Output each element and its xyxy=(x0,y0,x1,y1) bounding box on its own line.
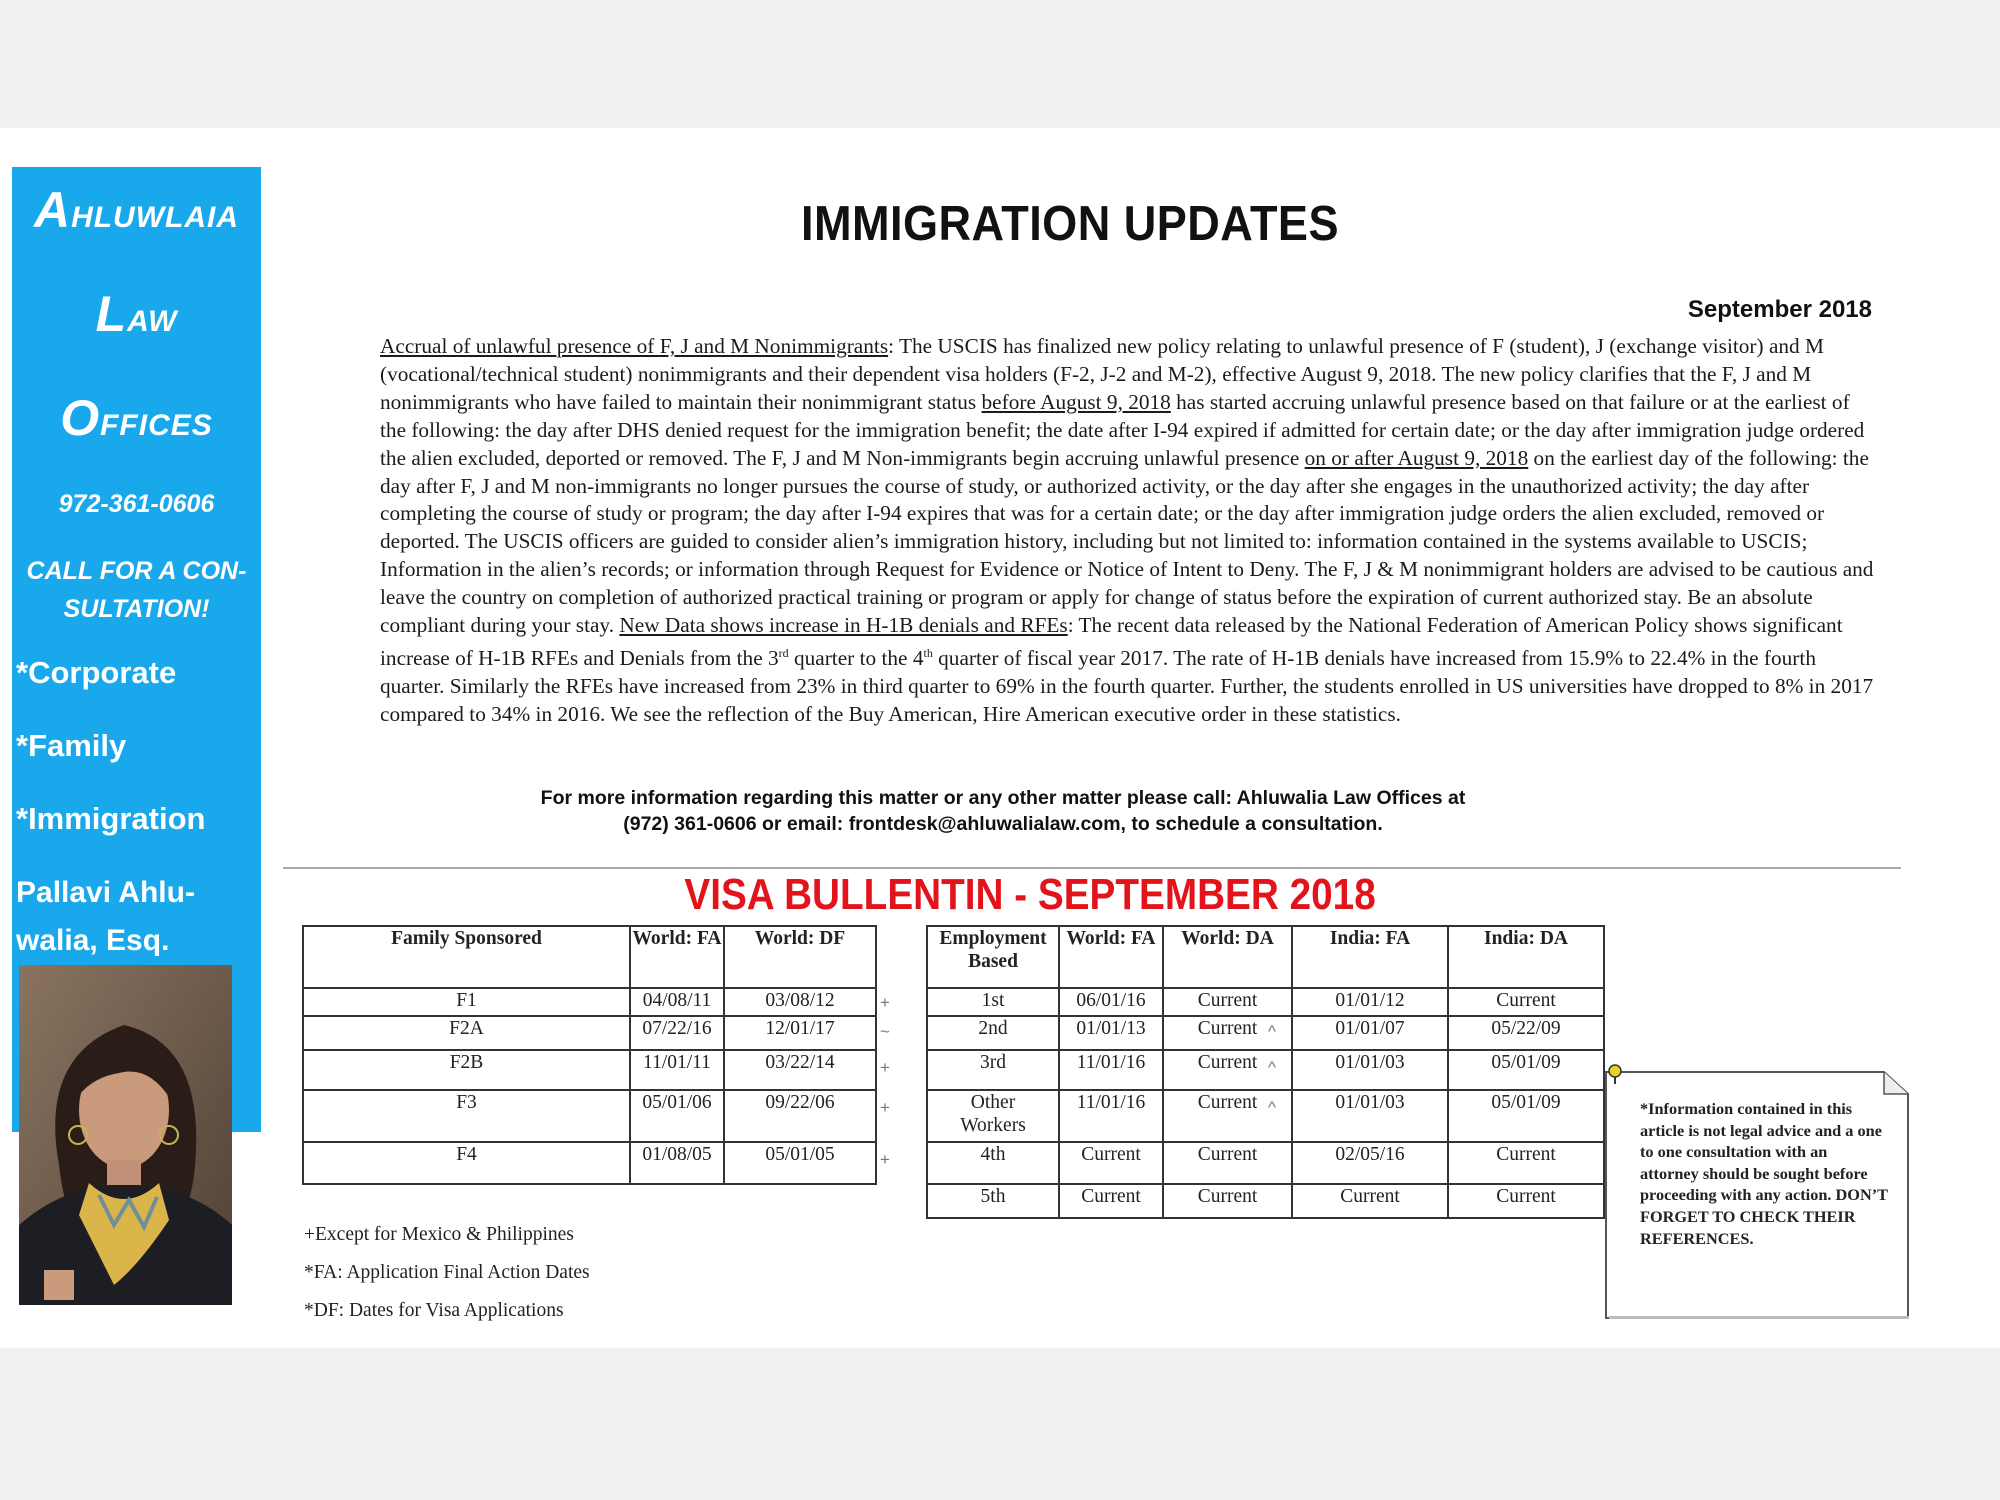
table-cell: Other Workers xyxy=(927,1090,1059,1142)
attorney-name-line2: walia, Esq. xyxy=(16,924,170,957)
row-marker: ^ xyxy=(1268,1058,1276,1077)
cta-line2: SULTATION! xyxy=(63,595,210,623)
table-cell: 11/01/16 xyxy=(1059,1090,1163,1142)
table-cell: Current xyxy=(1292,1184,1448,1218)
firm-initial: L xyxy=(95,286,128,342)
row-marker: + xyxy=(880,1058,890,1077)
table-cell: Current xyxy=(1448,1184,1604,1218)
table-cell: Current xyxy=(1163,1016,1292,1050)
firm-initial: A xyxy=(33,182,72,238)
cta-line1: CALL FOR A CON- xyxy=(26,557,247,585)
table-cell: 11/01/16 xyxy=(1059,1050,1163,1090)
table-cell: 01/01/07 xyxy=(1292,1016,1448,1050)
table-cell: 04/08/11 xyxy=(630,988,724,1016)
table-cell: Current xyxy=(1163,1142,1292,1184)
table-cell: 09/22/06 xyxy=(724,1090,876,1142)
table-cell: 07/22/16 xyxy=(630,1016,724,1050)
table-header: Family Sponsored xyxy=(303,926,630,988)
row-marker: + xyxy=(880,1098,890,1117)
table-cell: 05/22/09 xyxy=(1448,1016,1604,1050)
article-text: : The USCIS has finalized new policy relating to unlawful presence of F (student), J (exchange visitor) and M (vocational/technical student) nonimmigrants and their dependent visa holders (F-2, J-2 and M-2), effective August 9, 2018. The new policy clarifies that the F, J and M nonimmigrants who have failed to maintain their nonimmigrant status xyxy=(380,334,1824,414)
table-cell: F2A xyxy=(303,1016,630,1050)
table-cell: 01/08/05 xyxy=(630,1142,724,1184)
table-cell: 05/01/06 xyxy=(630,1090,724,1142)
firm-name-line1 xyxy=(12,181,261,239)
article-text: quarter to the 4 xyxy=(788,646,924,671)
article-text: has started accruing unlawful presence based on that failure or at the earliest of the following: the day after DHS denied request for the immigration benefit; the date after I-94 expired if admitted for certain date; or the day after immigration judge ordered the alien excluded, deported or removed. The F, J and M Non-immigrants begin accruing unlawful presence xyxy=(380,389,1865,470)
table-cell: F1 xyxy=(303,988,630,1016)
table-row xyxy=(303,1142,876,1184)
article-text: on the earliest day of the following: the day after F, J and M non-immigrants no longer pursues the course of study, or authorized activity, or the day after she engages in the unauthorized activity; the day after completing the course of study or program; the day after I-94 expires that was for a certain date; or the day after immigration judge orders the alien excluded, removed or deported. The USCIS officers are guided to consider alien’s immigration history, including but not limited to: information contained in the systems available to USCIS; Information in the alien’s records; or information through Request for Evidence or Notice of Intent to Deny. The F, J & M nonimmigrant holders are advised to be cautious and leave the country on completion of authorized practical training or program or apply for change of status before the expiration of current authorized stay. Be an absolute compliant during your stay. xyxy=(380,445,1874,638)
table-cell: 4th xyxy=(927,1142,1059,1184)
table-cell: 03/22/14 xyxy=(724,1050,876,1090)
table-row xyxy=(927,1050,1604,1090)
article-text: quarter of fiscal year 2017. The rate of H-1B denials have increased from 15.9% to 22.4% in the fourth quarter. Similarly the RFEs have increased from 23% in third quarter to 69% in the fourth quarter. Further, the students enrolled in US universities have dropped to 8% in 2017 compared to 34% in 2016. We see the reflection of the Buy American, Hire American executive order in these statistics. xyxy=(380,646,1874,726)
table-cell: F2B xyxy=(303,1050,630,1090)
table-cell: Current xyxy=(1059,1142,1163,1184)
table-row xyxy=(927,988,1604,1016)
table-header: World: FA xyxy=(630,926,724,988)
article-underlined-date: before August 9, 2018 xyxy=(981,389,1171,414)
table-cell: F4 xyxy=(303,1142,630,1184)
row-marker: + xyxy=(880,1150,890,1169)
table-row xyxy=(303,1016,876,1050)
article-underlined-date: on or after August 9, 2018 xyxy=(1304,445,1529,470)
disclaimer-text: *Information contained in this article is not legal advice and a one to one consultation with an attorney should be sought before proceeding with any action. DON’T FORGET TO CHECK THEIR REFERENCES. xyxy=(1640,1099,1888,1248)
table-cell: Current xyxy=(1163,1090,1292,1142)
table-row xyxy=(927,1142,1604,1184)
firm-word: HLUWLAIA xyxy=(71,201,240,234)
table-cell: F3 xyxy=(303,1090,630,1142)
table-cell: 3rd xyxy=(927,1050,1059,1090)
row-marker: + xyxy=(880,993,890,1012)
firm-word: FFICES xyxy=(100,409,213,442)
table-cell: 06/01/16 xyxy=(1059,988,1163,1016)
superscript: rd xyxy=(778,645,789,660)
article-heading-h1b-denials: New Data shows increase in H-1B denials and RFEs xyxy=(619,613,1068,638)
table-header: World: DF xyxy=(724,926,876,988)
row-marker: ^ xyxy=(1268,1098,1276,1117)
attorney-name-line1: Pallavi Ahlu- xyxy=(16,876,195,909)
attorney-portrait-image xyxy=(19,965,232,1305)
firm-name-line3 xyxy=(12,389,261,447)
table-cell: Current xyxy=(1163,1050,1292,1090)
row-marker: ~ xyxy=(880,1022,890,1041)
table-cell: 05/01/09 xyxy=(1448,1050,1604,1090)
table-cell: 2nd xyxy=(927,1016,1059,1050)
table-cell: 05/01/05 xyxy=(724,1142,876,1184)
article-body xyxy=(380,333,1874,729)
pushpin-icon xyxy=(1606,1063,1624,1085)
table-cell: 03/08/12 xyxy=(724,988,876,1016)
table-row xyxy=(927,1184,1604,1218)
table-cell: Current xyxy=(1163,1184,1292,1218)
footnote-fa: *FA: Application Final Action Dates xyxy=(304,1262,590,1283)
table-cell: 05/01/09 xyxy=(1448,1090,1604,1142)
service-corporate: *Corporate xyxy=(16,655,177,690)
table-row xyxy=(927,1016,1604,1050)
attorney-photo xyxy=(19,965,232,1305)
table-cell: 01/01/13 xyxy=(1059,1016,1163,1050)
section-divider xyxy=(283,867,1901,869)
row-marker: ^ xyxy=(1268,1022,1276,1041)
service-family: *Family xyxy=(16,728,127,763)
issue-date: September 2018 xyxy=(1687,296,1872,323)
table-cell: 12/01/17 xyxy=(724,1016,876,1050)
page-title: IMMIGRATION UPDATES xyxy=(801,197,1339,251)
table-cell: 5th xyxy=(927,1184,1059,1218)
firm-initial: O xyxy=(60,390,101,446)
table-row xyxy=(303,988,876,1016)
table-header: India: FA xyxy=(1292,926,1448,988)
table-row xyxy=(927,1090,1604,1142)
employment-based-table xyxy=(926,925,1605,1219)
table-cell: 02/05/16 xyxy=(1292,1142,1448,1184)
table-cell: 11/01/11 xyxy=(630,1050,724,1090)
sidebar-phone: 972-361-0606 xyxy=(58,490,215,518)
contact-line1: For more information regarding this matter or any other matter please call: Ahluwalia Law Offices at xyxy=(540,787,1466,809)
table-row xyxy=(303,1090,876,1142)
firm-name-line2 xyxy=(12,285,261,343)
table-cell: Current xyxy=(1163,988,1292,1016)
table-header: India: DA xyxy=(1448,926,1604,988)
table-row xyxy=(303,1050,876,1090)
family-sponsored-table xyxy=(302,925,877,1185)
visa-bulletin-title: VISA BULLENTIN - SEPTEMBER 2018 xyxy=(684,870,1376,919)
firm-word: AW xyxy=(127,305,178,338)
footnote-df: *DF: Dates for Visa Applications xyxy=(304,1300,564,1321)
table-cell: Current xyxy=(1448,988,1604,1016)
contact-info xyxy=(380,785,1626,837)
table-cell: Current xyxy=(1059,1184,1163,1218)
article-heading-unlawful-presence: Accrual of unlawful presence of F, J and M Nonimmigrants xyxy=(380,334,889,358)
table-cell: 01/01/03 xyxy=(1292,1090,1448,1142)
table-header: Employment Based xyxy=(927,926,1059,988)
service-immigration: *Immigration xyxy=(16,801,206,836)
footnote-except: +Except for Mexico & Philippines xyxy=(304,1224,574,1245)
superscript: th xyxy=(923,645,933,660)
table-cell: Current xyxy=(1448,1142,1604,1184)
table-cell: 1st xyxy=(927,988,1059,1016)
table-cell: 01/01/03 xyxy=(1292,1050,1448,1090)
table-cell: 01/01/12 xyxy=(1292,988,1448,1016)
table-header: World: DA xyxy=(1163,926,1292,988)
table-header: World: FA xyxy=(1059,926,1163,988)
contact-line2: (972) 361-0606 or email: frontdesk@ahluwalialaw.com, to schedule a consultation. xyxy=(623,813,1383,835)
article-text: : The recent data released by the National Federation of American Policy shows significant increase of H-1B RFEs and Denials from the 3 xyxy=(380,613,1843,671)
